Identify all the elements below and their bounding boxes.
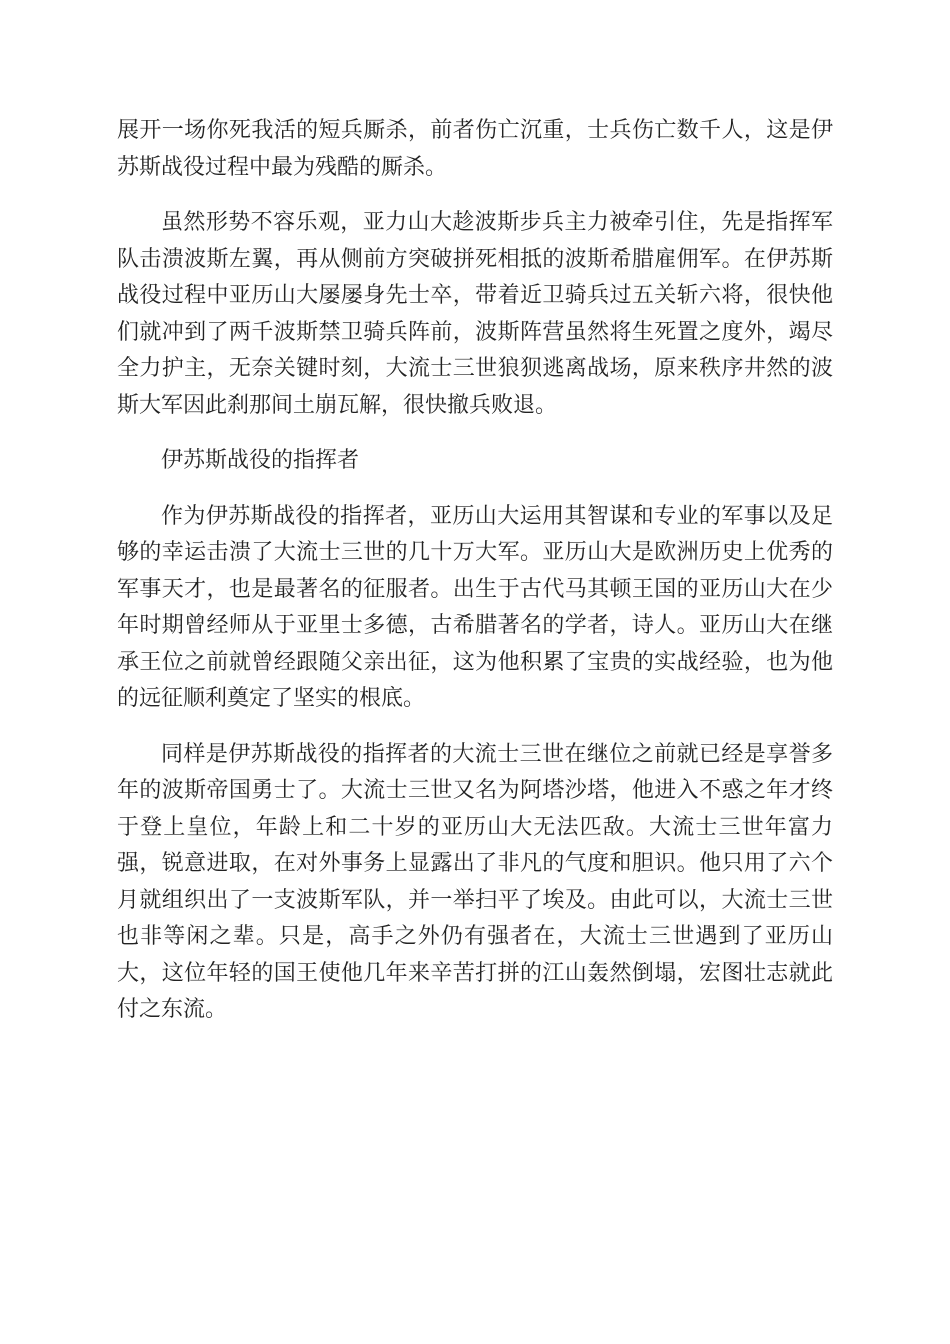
paragraph-alexander: 作为伊苏斯战役的指挥者，亚历山大运用其智谋和专业的军事以及足够的幸运击溃了大流士三世的几十万大军。亚历山大是欧洲历史上优秀的军事天才，也是最著名的征服者。出生于古代马其顿王国的亚历山大在少年时期曾经师从于亚里士多德，古希腊著名的学者，诗人。亚历山大在继承王位之前就曾经跟随父亲出征，这为他积累了宝贵的实战经验，也为他的远征顺利奠定了坚实的根底。: [117, 503, 833, 711]
section-heading: 伊苏斯战役的指挥者: [161, 448, 360, 473]
document-page: [117, 113, 833, 1048]
paragraph-continuation: 展开一场你死我活的短兵厮杀，前者伤亡沉重，士兵伤亡数千人，这是伊苏斯战役过程中最为残酷的厮杀。: [117, 118, 833, 180]
paragraph-battle-outcome: 虽然形势不容乐观，亚力山大趁波斯步兵主力被牵引住，先是指挥军队击溃波斯左翼，再从侧前方突破拼死相抵的波斯希腊雇佣军。在伊苏斯战役过程中亚历山大屡屡身先士卒，带着近卫骑兵过五关斩六将，很快他们就冲到了两千波斯禁卫骑兵阵前，波斯阵营虽然将生死置之度外，竭尽全力护主，无奈关键时刻，大流士三世狼狈逃离战场，原来秩序井然的波斯大军因此刹那间土崩瓦解，很快撤兵败退。: [117, 210, 833, 418]
paragraph-darius: 同样是伊苏斯战役的指挥者的大流士三世在继位之前就已经是享誉多年的波斯帝国勇士了。大流士三世又名为阿塔沙塔，他进入不惑之年才终于登上皇位，年龄上和二十岁的亚历山大无法匹敌。大流士三世年富力强，锐意进取，在对外事务上显露出了非凡的气度和胆识。他只用了六个月就组织出了一支波斯军队，并一举扫平了埃及。由此可以，大流士三世也非等闲之辈。只是，高手之外仍有强者在，大流士三世遇到了亚历山大，这位年轻的国王使他几年来辛苦打拼的江山轰然倒塌，宏图壮志就此付之东流。: [117, 741, 833, 1022]
